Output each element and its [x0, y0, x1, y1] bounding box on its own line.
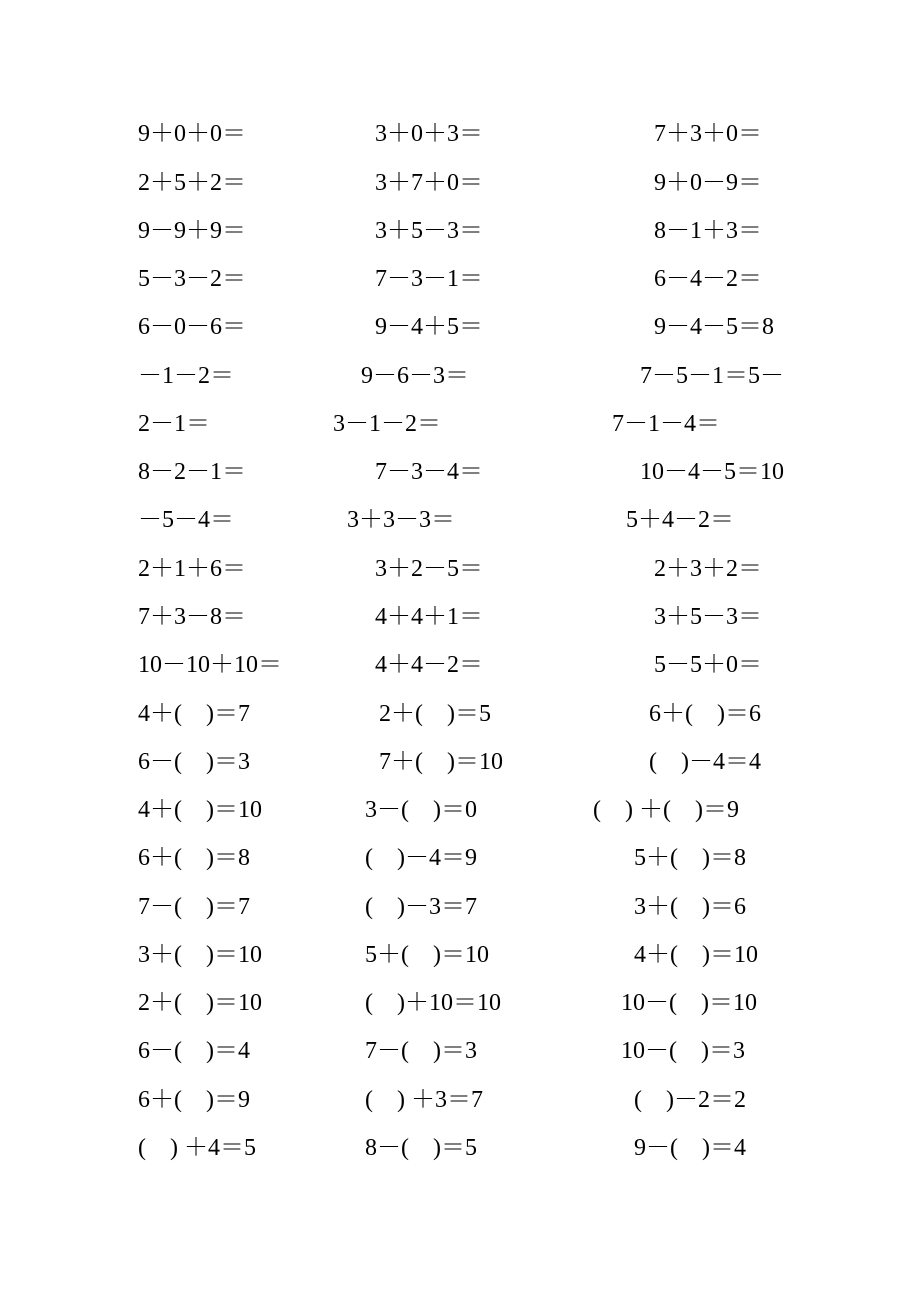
problem-r14-c3: ( )－4＝4 — [649, 749, 761, 775]
problem-r3-c1: 9－9＋9＝ — [138, 218, 246, 244]
problem-r22-c1: ( ) ＋4＝5 — [138, 1135, 256, 1161]
problem-r3-c2: 3＋5－3＝ — [375, 218, 483, 244]
problem-r22-c2: 8－( )＝5 — [365, 1135, 477, 1161]
problem-r11-c2: 4＋4＋1＝ — [375, 604, 483, 630]
problem-r18-c1: 3＋( )＝10 — [138, 942, 262, 968]
problem-r14-c2: 7＋( )＝10 — [379, 749, 503, 775]
problem-r19-c3: 10－( )＝10 — [621, 990, 757, 1016]
problem-r17-c1: 7－( )＝7 — [138, 894, 250, 920]
problem-r4-c2: 7－3－1＝ — [375, 266, 483, 292]
problem-r22-c3: 9－( )＝4 — [634, 1135, 746, 1161]
problem-r21-c3: ( )－2＝2 — [634, 1087, 746, 1113]
problem-r19-c1: 2＋( )＝10 — [138, 990, 262, 1016]
problem-r15-c3: ( ) ＋( )＝9 — [593, 797, 739, 823]
problem-r3-c3: 8－1＋3＝ — [654, 218, 762, 244]
problem-r6-c2: 9－6－3＝ — [361, 363, 469, 389]
problem-r16-c1: 6＋( )＝8 — [138, 845, 250, 871]
problem-r8-c1: 8－2－1＝ — [138, 459, 246, 485]
problem-r6-c3: 7－5－1＝5－ — [640, 363, 784, 389]
problem-r14-c1: 6－( )＝3 — [138, 749, 250, 775]
problem-r1-c3: 7＋3＋0＝ — [654, 121, 762, 147]
problem-r12-c2: 4＋4－2＝ — [375, 652, 483, 678]
problem-r17-c2: ( )－3＝7 — [365, 894, 477, 920]
problem-r2-c2: 3＋7＋0＝ — [375, 170, 483, 196]
problem-r2-c1: 2＋5＋2＝ — [138, 170, 246, 196]
problem-r5-c2: 9－4＋5＝ — [375, 314, 483, 340]
problem-r10-c3: 2＋3＋2＝ — [654, 556, 762, 582]
problem-r8-c3: 10－4－5＝10 — [640, 459, 784, 485]
problem-r9-c3: 5＋4－2＝ — [626, 507, 734, 533]
problem-r18-c2: 5＋( )＝10 — [365, 942, 489, 968]
problem-r16-c3: 5＋( )＝8 — [634, 845, 746, 871]
problem-r6-c1: －1－2＝ — [138, 363, 234, 389]
problem-r12-c3: 5－5＋0＝ — [654, 652, 762, 678]
problem-r1-c2: 3＋0＋3＝ — [375, 121, 483, 147]
problem-r13-c3: 6＋( )＝6 — [649, 701, 761, 727]
problem-r17-c3: 3＋( )＝6 — [634, 894, 746, 920]
problem-r10-c2: 3＋2－5＝ — [375, 556, 483, 582]
problem-r8-c2: 7－3－4＝ — [375, 459, 483, 485]
problem-r13-c2: 2＋( )＝5 — [379, 701, 491, 727]
problem-r11-c3: 3＋5－3＝ — [654, 604, 762, 630]
problem-r18-c3: 4＋( )＝10 — [634, 942, 758, 968]
problem-r11-c1: 7＋3－8＝ — [138, 604, 246, 630]
problem-r15-c1: 4＋( )＝10 — [138, 797, 262, 823]
problem-r4-c1: 5－3－2＝ — [138, 266, 246, 292]
problem-r13-c1: 4＋( )＝7 — [138, 701, 250, 727]
problem-r15-c2: 3－( )＝0 — [365, 797, 477, 823]
problem-r7-c2: 3－1－2＝ — [333, 411, 441, 437]
problem-r21-c2: ( ) ＋3＝7 — [365, 1087, 483, 1113]
problem-r7-c3: 7－1－4＝ — [612, 411, 720, 437]
problem-r5-c3: 9－4－5＝8 — [654, 314, 774, 340]
problem-r5-c1: 6－0－6＝ — [138, 314, 246, 340]
problem-r2-c3: 9＋0－9＝ — [654, 170, 762, 196]
problem-r12-c1: 10－10＋10＝ — [138, 652, 282, 678]
problem-r21-c1: 6＋( )＝9 — [138, 1087, 250, 1113]
problem-r1-c1: 9＋0＋0＝ — [138, 121, 246, 147]
problem-r4-c3: 6－4－2＝ — [654, 266, 762, 292]
problem-r9-c1: －5－4＝ — [138, 507, 234, 533]
problem-r20-c3: 10－( )＝3 — [621, 1038, 745, 1064]
problem-r9-c2: 3＋3－3＝ — [347, 507, 455, 533]
problem-r16-c2: ( )－4＝9 — [365, 845, 477, 871]
problem-r7-c1: 2－1＝ — [138, 411, 210, 437]
problem-r19-c2: ( )＋10＝10 — [365, 990, 501, 1016]
problem-r20-c1: 6－( )＝4 — [138, 1038, 250, 1064]
problem-r20-c2: 7－( )＝3 — [365, 1038, 477, 1064]
problem-r10-c1: 2＋1＋6＝ — [138, 556, 246, 582]
